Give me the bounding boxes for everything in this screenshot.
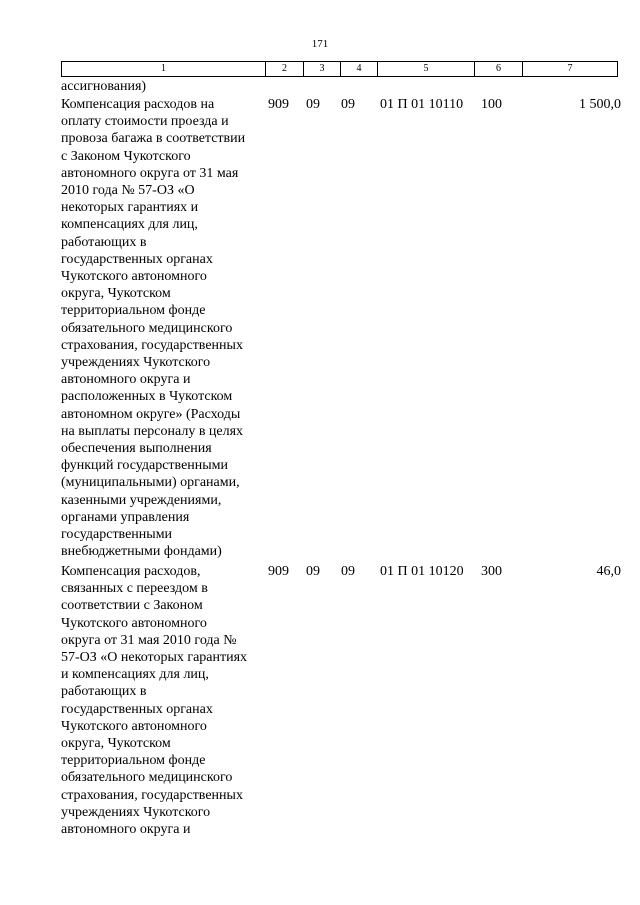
description-line: казенными учреждениями, [61, 492, 222, 508]
description-line: связанных с переездом в [61, 581, 208, 597]
header-col-4: 4 [341, 62, 378, 77]
description-line: соответствии с Законом [61, 598, 203, 614]
description-line: органами управления [61, 509, 190, 525]
description-line: Чукотского автономного [61, 615, 207, 631]
cell-vr: 300 [481, 564, 502, 579]
description-line: страхования, государственных [61, 787, 243, 803]
description-line: Чукотского автономного [61, 269, 207, 285]
description-line: территориальном фонде [61, 303, 206, 319]
description-line: Компенсация расходов, [61, 564, 201, 579]
description-line: государственных органах [61, 701, 213, 717]
cell-rz: 09 [306, 564, 320, 579]
header-col-3: 3 [304, 62, 341, 77]
cell-csr: 01 П 01 10120 [380, 564, 464, 579]
row-description [61, 563, 266, 838]
description-line: округа, Чукотском [61, 736, 171, 752]
description-line: автономного округа и [61, 372, 191, 388]
description-line: округа, Чукотском [61, 286, 171, 302]
continuation-text: ассигнования) [61, 79, 147, 94]
description-line: оплату стоимости проезда и [61, 114, 229, 130]
cell-pr: 09 [341, 97, 355, 112]
cell-sum: 46,0 [596, 564, 621, 579]
description-line: (муниципальными) органами, [61, 475, 240, 491]
description-line: внебюджетными фондами) [61, 544, 222, 560]
description-line: на выплаты персоналу в целях [61, 423, 244, 439]
description-line: 2010 года № 57-ОЗ «О [61, 183, 195, 199]
description-line: 57-ОЗ «О некоторых гарантиях [61, 650, 248, 666]
header-col-5: 5 [378, 62, 475, 77]
description-line: работающих в [61, 234, 147, 250]
description-line: государственными [61, 527, 173, 543]
description-line: автономном округе» (Расходы [61, 406, 241, 422]
cell-rz: 09 [306, 97, 320, 112]
cell-gr: 909 [268, 97, 289, 112]
header-col-2: 2 [266, 62, 304, 77]
description-line: государственных органах [61, 251, 213, 267]
header-col-7: 7 [523, 62, 618, 77]
header-col-1: 1 [62, 62, 266, 77]
description-line: с Законом Чукотского [61, 148, 191, 164]
description-line: компенсациях для лиц, [61, 217, 198, 233]
description-line: и компенсациях для лиц, [61, 667, 209, 683]
description-line: Чукотского автономного [61, 718, 207, 734]
description-line: территориальном фонде [61, 753, 206, 769]
header-col-6: 6 [475, 62, 523, 77]
table-header [61, 61, 618, 77]
row-description [61, 96, 266, 560]
cell-vr: 100 [481, 97, 502, 112]
description-line: автономного округа от 31 мая [61, 165, 239, 181]
cell-gr: 909 [268, 564, 289, 579]
page-number: 171 [311, 38, 329, 50]
cell-csr: 01 П 01 10110 [380, 97, 464, 112]
description-line: обязательного медицинского [61, 770, 233, 786]
description-line: расположенных в Чукотском [61, 389, 233, 405]
description-line: провоза багажа в соответствии [61, 131, 246, 147]
description-line: Компенсация расходов на [61, 97, 215, 112]
cell-sum: 1 500,0 [579, 97, 621, 112]
description-line: некоторых гарантиях и [61, 200, 199, 216]
description-line: автономного округа и [61, 822, 191, 838]
description-line: обеспечения выполнения [61, 441, 212, 457]
description-line: учреждениях Чукотского [61, 355, 211, 371]
description-line: страхования, государственных [61, 337, 243, 353]
description-line: работающих в [61, 684, 147, 700]
description-line: функций государственными [61, 458, 229, 474]
cell-pr: 09 [341, 564, 355, 579]
description-line: округа от 31 мая 2010 года № [61, 632, 237, 648]
description-line: учреждениях Чукотского [61, 804, 211, 820]
description-line: обязательного медицинского [61, 320, 233, 336]
